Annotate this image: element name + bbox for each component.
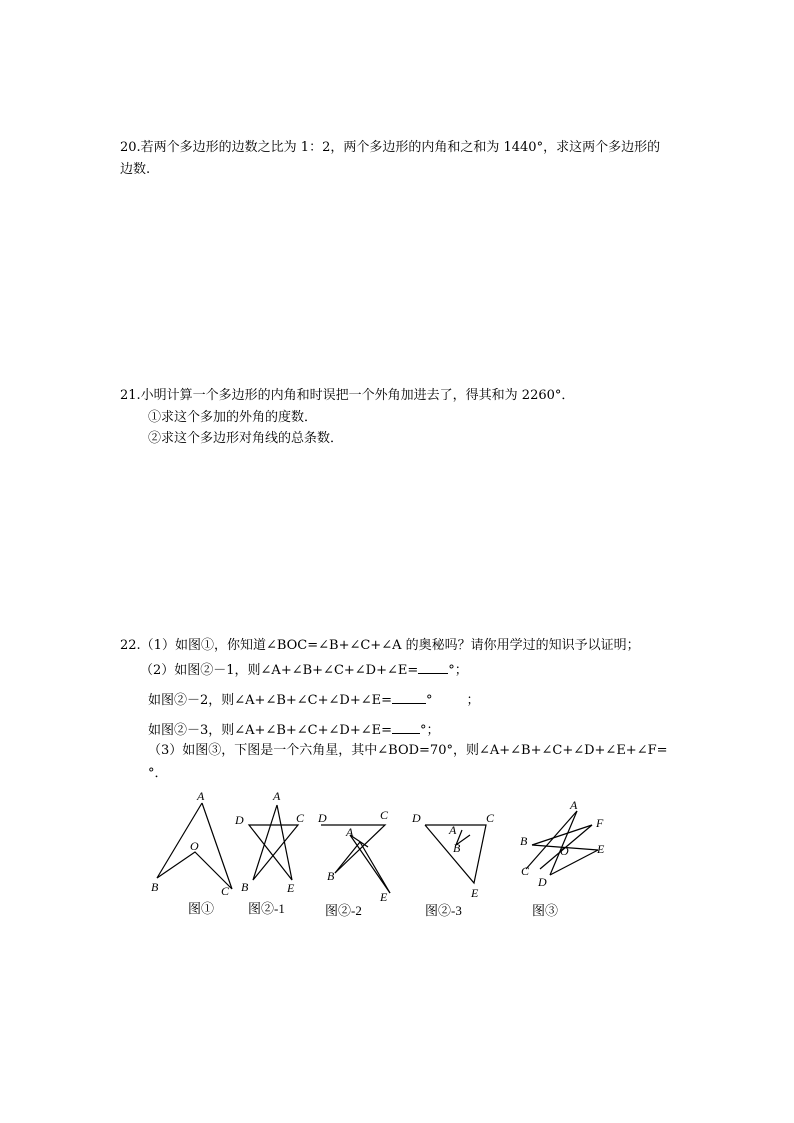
answer-blank-2-2[interactable] bbox=[392, 691, 426, 704]
q22-part2b-end: ° bbox=[426, 693, 433, 708]
q22-part2a-text: （2）如图②－1，则∠A+∠B+∠C+∠D+∠E= bbox=[140, 663, 419, 678]
fig1-caption: 图① bbox=[188, 901, 215, 916]
q21-item1: ①求这个多加的外角的度数． bbox=[148, 410, 318, 425]
fig3-label-a: A bbox=[570, 798, 578, 812]
fig3-label-d: D bbox=[538, 875, 547, 889]
fig23-caption: 图②-3 bbox=[425, 903, 462, 918]
fig22-label-a: A bbox=[346, 825, 354, 839]
fig22-caption: 图②-2 bbox=[325, 903, 362, 918]
q22-part2a-end: °； bbox=[448, 663, 468, 678]
fig23-label-a: A bbox=[449, 823, 457, 837]
q22-part2b-text: 如图②－2，则∠A+∠B+∠C+∠D+∠E= bbox=[148, 693, 392, 708]
q22-part3-end bbox=[148, 764, 168, 782]
q22-part3-end-text: °． bbox=[148, 766, 168, 781]
q22-part2a bbox=[140, 661, 468, 679]
q21-line1: 21.小明计算一个多边形的内角和时误把一个外角加进去了，得其和为 2260°． bbox=[120, 388, 575, 403]
fig1-label-c: C bbox=[221, 884, 230, 898]
fig3-label-f: F bbox=[596, 816, 604, 830]
fig23-label-e: E bbox=[471, 886, 479, 900]
fig22-label-e: E bbox=[380, 890, 388, 904]
figures-strip bbox=[140, 785, 610, 925]
q22-part3: （3）如图③，下图是一个六角星，其中∠BOD=70°，则∠A+∠B+∠C+∠D+∠E+∠F= bbox=[148, 743, 668, 758]
fig21-label-a: A bbox=[273, 789, 281, 803]
fig1-label-b: B bbox=[151, 880, 159, 894]
fig3-line-1 bbox=[526, 811, 577, 869]
q20-line1: 20.若两个多边形的边数之比为 1：2，两个多边形的内角和之和为 1440°，求这两个多边形的 bbox=[120, 140, 661, 155]
answer-blank-2-3[interactable] bbox=[392, 721, 420, 734]
fig21-shape bbox=[249, 805, 298, 880]
q22-part2c-text: 如图②－3，则∠A+∠B+∠C+∠D+∠E= bbox=[148, 723, 392, 738]
fig1-label-a: A bbox=[197, 789, 205, 803]
fig22-shape-2 bbox=[360, 842, 390, 893]
q20-line2: 边数. bbox=[120, 162, 151, 177]
q22-line1: 22.（1）如图①，你知道∠BOC=∠B+∠C+∠A 的奥秘吗？请你用学过的知识予以证明； bbox=[120, 638, 640, 653]
fig23-label-d: D bbox=[412, 811, 421, 825]
fig21-label-d: D bbox=[235, 813, 244, 827]
q22-part2b bbox=[148, 691, 480, 709]
fig23-label-b: B bbox=[453, 841, 461, 855]
fig22-label-b: B bbox=[327, 869, 335, 883]
q21-item2: ②求这个多边形对角线的总条数． bbox=[148, 431, 344, 446]
fig3-label-o: O bbox=[560, 844, 569, 858]
q22-part2b-semicolon: ； bbox=[466, 693, 480, 708]
fig3-label-b: B bbox=[520, 834, 528, 848]
fig21-caption: 图②-1 bbox=[248, 901, 285, 916]
q22-part2c bbox=[148, 721, 440, 739]
fig22-label-d: D bbox=[318, 811, 327, 825]
fig21-label-e: E bbox=[287, 881, 295, 895]
answer-blank-2-1[interactable] bbox=[418, 661, 448, 674]
fig3-label-e: E bbox=[597, 842, 605, 856]
q22-part2c-end: °； bbox=[420, 723, 440, 738]
fig3-caption: 图③ bbox=[532, 903, 559, 918]
fig21-label-c: C bbox=[296, 811, 305, 825]
fig22-label-c: C bbox=[380, 808, 389, 822]
fig3-label-c: C bbox=[521, 864, 530, 878]
fig21-label-b: B bbox=[241, 880, 249, 894]
fig1-label-o: O bbox=[190, 839, 199, 853]
fig23-label-c: C bbox=[486, 811, 495, 825]
